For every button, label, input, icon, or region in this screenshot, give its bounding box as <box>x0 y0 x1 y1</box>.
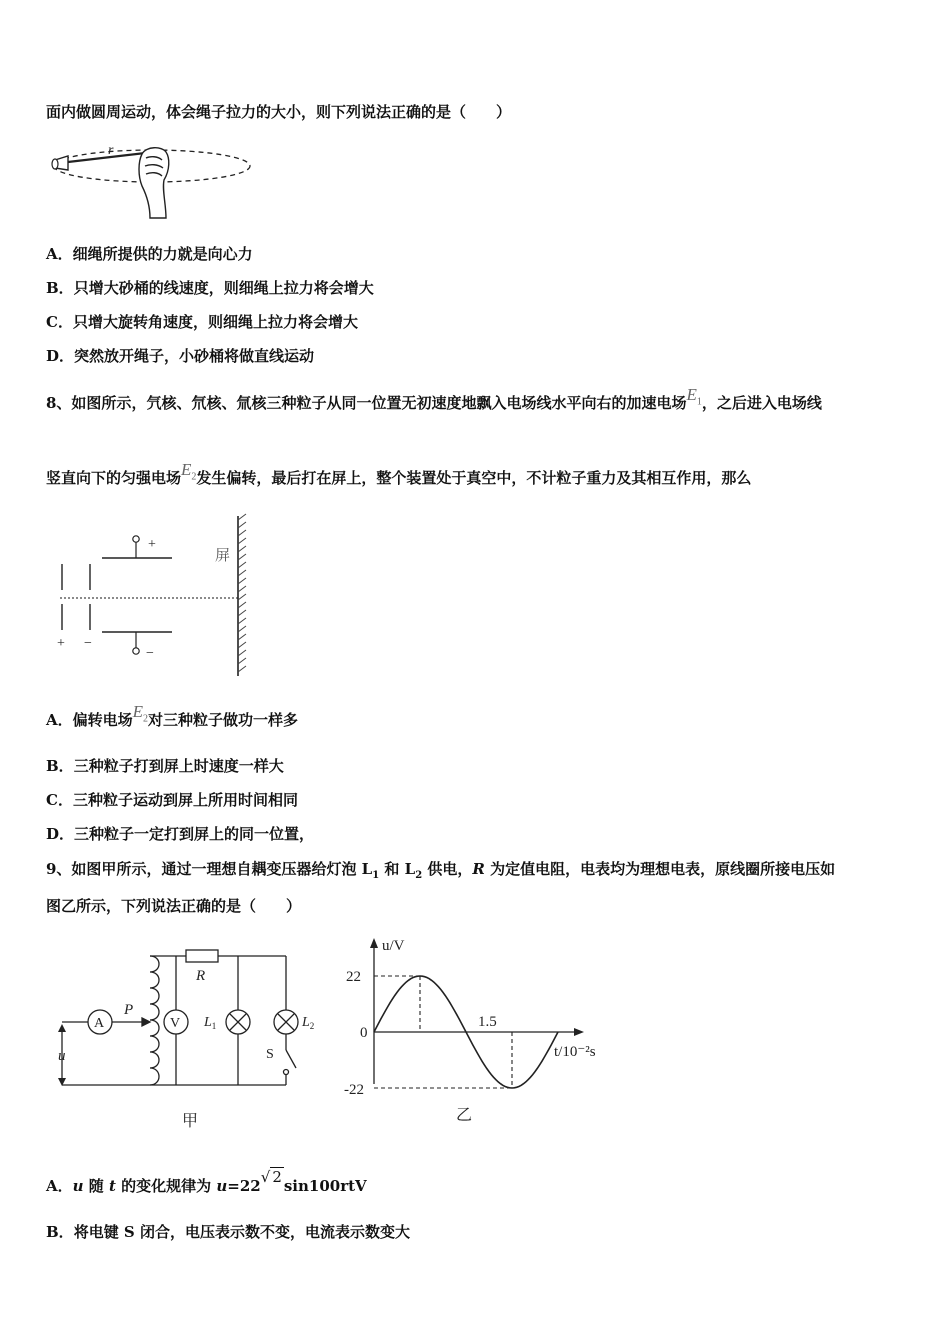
y-axis-arrow <box>370 938 378 948</box>
y-tick-22: 22 <box>346 969 361 985</box>
y-tick-0: 0 <box>360 1025 368 1041</box>
radius-label: r <box>108 143 114 158</box>
screen-label: 屏 <box>215 546 231 564</box>
lamp2-label: $L_2$ <box>302 1015 315 1031</box>
x-tick-1-5: 1.5 <box>478 1014 497 1030</box>
q7-option-d: D．突然放开绳子，小砂桶将做直线运动 <box>46 347 315 365</box>
q8-option-b: B．三种粒子打到屏上时速度一样大 <box>46 757 284 775</box>
y-tick-neg22: -22 <box>344 1082 364 1098</box>
q9-circuit <box>54 940 334 1135</box>
q7-figure <box>50 140 260 220</box>
q7-option-b: B．只增大砂桶的线速度，则细绳上拉力将会增大 <box>46 279 374 297</box>
x-axis-label: t/10⁻²s <box>554 1044 596 1060</box>
accel-plus-sign: + <box>57 636 65 651</box>
q9-option-b: B．将电键 S 闭合，电压表示数不变，电流表示数变大 <box>46 1223 410 1241</box>
input-label: u <box>58 1048 66 1064</box>
accel-minus-sign: − <box>84 636 92 651</box>
switch-label: S <box>266 1047 274 1062</box>
q8-figure <box>52 512 252 682</box>
q9-option-a: A．u 随 t 的变化规律为 u=22√ 2 sin100rtV <box>46 1168 367 1195</box>
q8-option-a: A．偏转电场$E_2$对三种粒子做功一样多 <box>46 702 299 729</box>
q9-graph <box>340 934 620 1134</box>
screen-hatching <box>238 514 246 672</box>
x-axis-arrow <box>574 1028 584 1036</box>
q7-option-c: C．只增大旋转角速度，则细绳上拉力将会增大 <box>46 313 358 331</box>
lamp1-label: $L_1$ <box>204 1015 217 1031</box>
q9-stem-line1: 9、如图甲所示，通过一理想自耦变压器给灯泡 $L_1$ 和 $L_2$ 供电，R 为定值电阻，电表均为理想电表，原线圈所接电压如 <box>46 860 836 881</box>
bucket-icon <box>52 156 68 170</box>
resistor-label: R <box>196 968 206 984</box>
graph-caption: 乙 <box>456 1105 473 1124</box>
q7-stem: 面内做圆周运动，体会绳子拉力的大小，则下列说法正确的是（ ） <box>46 103 512 121</box>
q8-option-d: D．三种粒子一定打到屏上的同一位置， <box>46 825 315 843</box>
q7-option-a: A．细绳所提供的力就是向心力 <box>46 245 253 263</box>
tap-label: P <box>124 1002 134 1018</box>
e1-symbol: $E_1$ <box>686 385 702 408</box>
q8-option-c: C．三种粒子运动到屏上所用时间相同 <box>46 791 298 809</box>
y-axis-label: u/V <box>382 938 405 954</box>
q9-stem-line2: 图乙所示，下列说法正确的是（ ） <box>46 897 302 915</box>
hand-icon <box>139 148 169 218</box>
top-plate-sign: + <box>148 537 156 552</box>
bottom-plate-sign: − <box>146 646 154 661</box>
e2-symbol-option: $E_2$ <box>132 702 149 725</box>
q8-stem-line2: 竖直向下的匀强电场$E_2$发生偏转，最后打在屏上，整个装置处于真空中，不计粒子重力及其相互作用，那么 <box>46 460 752 487</box>
circuit-caption: 甲 <box>182 1111 199 1130</box>
q8-stem-line1: 8、如图所示，氕核、氘核、氚核三种粒子从同一位置无初速度地飘入电场线水平向右的加速电场$E_1$，之后进入电场线 <box>46 385 822 412</box>
voltmeter-label: V <box>170 1016 181 1031</box>
ammeter-label: A <box>94 1016 105 1031</box>
sqrt-two: √ 2 <box>260 1168 282 1186</box>
e2-symbol: $E_2$ <box>181 460 197 483</box>
